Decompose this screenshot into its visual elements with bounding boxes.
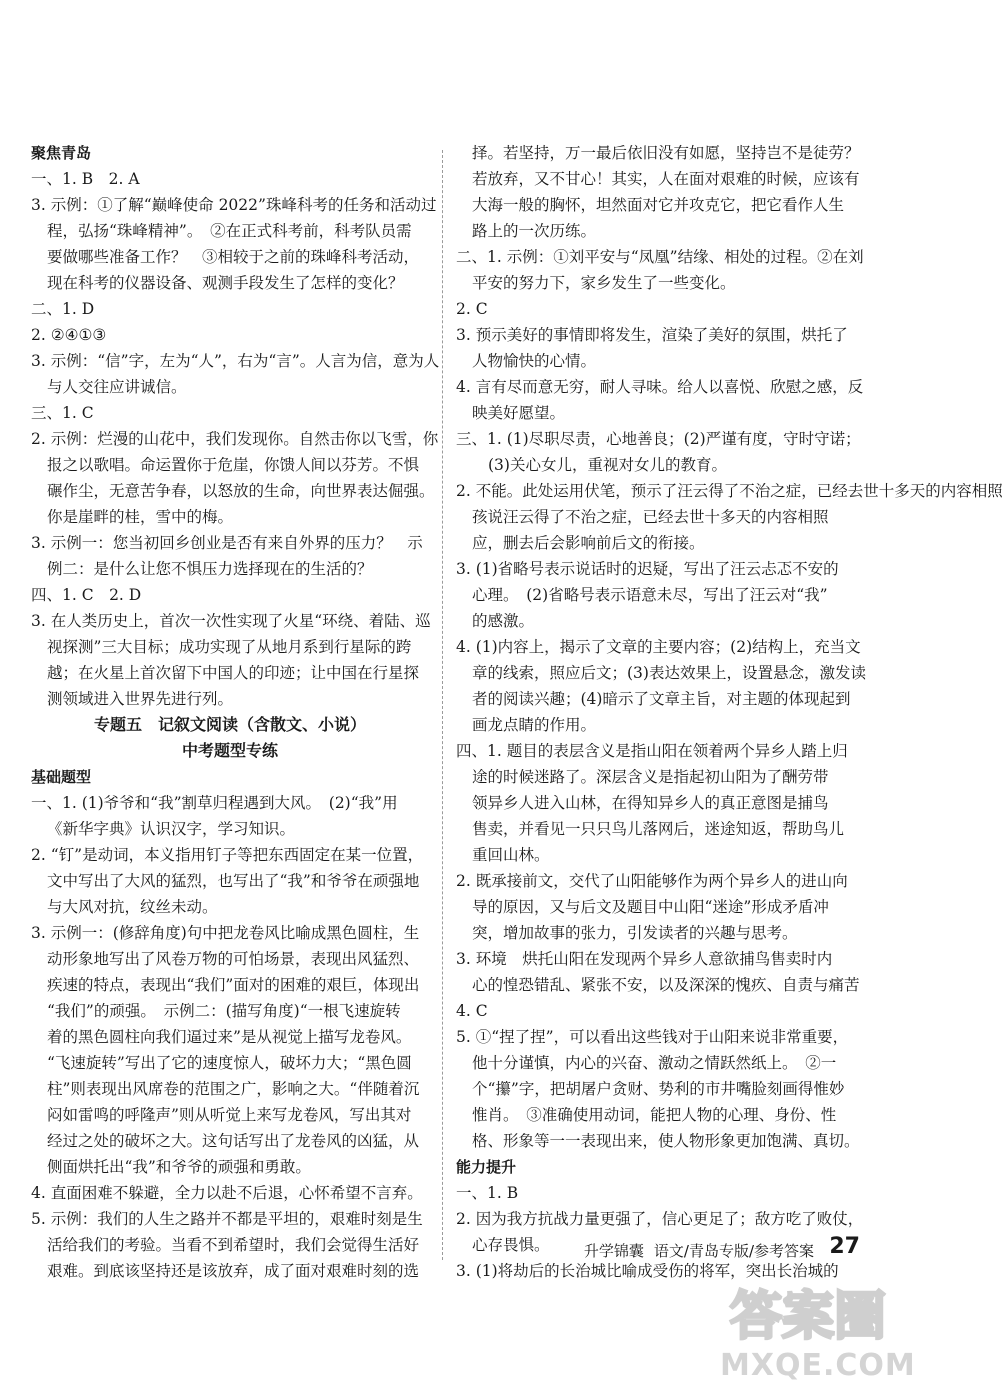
answer-line: 平安的努力下，家乡发生了一些变化。 [472, 274, 736, 292]
answer-line: 路上的一次历练。 [472, 222, 597, 240]
answer-line: 3. 预示美好的事情即将发生，渲染了美好的氛围，烘托了 [456, 326, 848, 344]
answer-line: 3. 示例：①了解“巅峰使命 2022”珠峰科考的任务和活动过 [31, 196, 437, 214]
answer-line: 你是崖畔的桂，雪中的梅。 [47, 508, 234, 526]
answer-line: 视探测”三大目标；成功实现了从地月系到行星际的跨 [47, 638, 412, 656]
answer-line: 2. 示例：烂漫的山花中，我们发现你。自然击你以飞雪，你 [31, 430, 439, 448]
answer-line: 4. (1)内容上，揭示了文章的主要内容；(2)结构上，充当文 [456, 638, 861, 656]
answer-line: 3. 在人类历史上，首次一次性实现了火星“环绕、着陆、巡 [31, 612, 431, 630]
answer-line: 四、1. C 2. D [31, 586, 142, 604]
answer-line: 2. 既承接前文，交代了山阳能够作为两个异乡人的进山向 [456, 872, 848, 890]
answer-line: 导的原因，又与后文及题目中山阳“迷途”形成矛盾冲 [472, 898, 829, 916]
answer-line: 3. (1)将劫后的长治城比喻成受伤的将军，突出长治城的 [456, 1262, 839, 1280]
answer-line: 四、1. 题目的表层含义是指山阳在领着两个异乡人踏上归 [456, 742, 848, 760]
answer-line: 例二：是什么让您不惧压力选择现在的生活的？ [47, 560, 373, 578]
answer-line: 艰难。到底该坚持还是该放弃，成了面对艰难时刻的选 [47, 1262, 420, 1280]
answer-line: 经过之处的破坏之大。这句话写出了龙卷风的凶猛，从 [47, 1132, 420, 1150]
answer-line: 疾速的特点，表现出“我们”面对的困难的艰巨，体现出 [47, 976, 420, 994]
answer-line: 碾作尘，无意苦争春，以怒放的生命，向世界表达倔强。 [47, 482, 435, 500]
answer-line: 与人交往应讲诚信。 [47, 378, 187, 396]
answer-line: 画龙点睛的作用。 [472, 716, 597, 734]
answer-line: 3. 环境 烘托山阳在发现两个异乡人意欲捕鸟售卖时内 [456, 950, 833, 968]
section-heading: 能力提升 [456, 1158, 517, 1176]
answer-line: 4. 言有尽而意无穷，耐人寻味。给人以喜悦、欣慰之感，反 [456, 378, 864, 396]
answer-line: 突，增加故事的张力，引发读者的兴趣与思考。 [472, 924, 798, 942]
answer-line: 动形象地写出了风卷万物的可怕场景，表现出风猛烈、 [47, 950, 420, 968]
answer-line: 文中写出了大风的猛烈，也写出了“我”和爷爷在顽强地 [47, 872, 420, 890]
footer-book: 语文/青岛专版/参考答案 [653, 1242, 814, 1260]
left-column [31, 140, 440, 1284]
answer-line: 格、形象等一一表现出来，使人物形象更加饱满、真切。 [472, 1132, 860, 1150]
answer-line: 2. “钉”是动词，本义指用钉子等把东西固定在某一位置， [31, 846, 424, 864]
answer-line: 个“攥”字，把胡屠户贪财、势利的市井嘴脸刻画得惟妙 [472, 1080, 845, 1098]
answer-line: 二、1. D [31, 300, 95, 318]
right-column [456, 140, 1003, 1284]
answer-line: 章的线索，照应后文；(3)表达效果上，设置悬念，激发读 [472, 664, 866, 682]
answer-line: 一、1. (1)爷爷和“我”割草归程遇到大风。 (2)“我”用 [31, 794, 398, 812]
answer-line: 活给我们的考验。当看不到希望时，我们会觉得生活好 [47, 1236, 420, 1254]
answer-line: 5. ①“捏了捏”，可以看出这些钱对于山阳来说非常重要， [456, 1028, 849, 1046]
answer-line: 三、1. C [31, 404, 94, 422]
watermark [720, 1272, 916, 1384]
answer-line: 侧面烘托出“我”和爷爷的顽强和勇敢。 [47, 1158, 311, 1176]
page-footer [0, 1232, 900, 1272]
answer-line: 途的时候迷路了。深层含义是指起初山阳为了酬劳带 [472, 768, 829, 786]
answer-line: 5. 示例：我们的人生之路并不都是平坦的，艰难时刻是生 [31, 1210, 423, 1228]
answer-line: 着的黑色圆柱向我们逼过来”是从视觉上描写龙卷风。 [47, 1028, 412, 1046]
answer-line: 与大风对抗，纹丝未动。 [47, 898, 218, 916]
answer-line: 柱”则表现出风席卷的范围之广，影响之大。“伴随着沉 [47, 1080, 420, 1098]
watermark-logo [720, 1272, 896, 1350]
answer-line: 惟肖。 ③准确使用动词，能把人物的心理、身份、性 [472, 1106, 837, 1124]
answer-line: 3. 示例：“信”字，左为“人”，右为“言”。人言为信，意为人 [31, 352, 440, 370]
answer-line: 孩说汪云得了不治之症，已经去世十多天的内容相照 [472, 508, 829, 526]
answer-line: 程，弘扬“珠峰精神”。 ②在正式科考前，科考队员需 [47, 222, 412, 240]
answer-line: “飞速旋转”写出了它的速度惊人，破坏力大；“黑色圆 [47, 1054, 412, 1072]
answer-line: 闷如雷鸣的呼隆声”则从听觉上来写龙卷风，写出其对 [47, 1106, 412, 1124]
answer-line: 三、1. (1)尽职尽责，心地善良；(2)严谨有度，守时守诺； [456, 430, 861, 448]
answer-line: 心存畏惧。 [472, 1236, 550, 1254]
answer-line: 人物愉快的心情。 [472, 352, 597, 370]
answer-line: 要做哪些准备工作？ ③相较于之前的珠峰科考活动， [47, 248, 420, 266]
topic-title: 中考题型专练 [181, 741, 278, 760]
answer-line: 大海一般的胸怀，坦然面对它并攻克它，把它看作人生 [472, 196, 845, 214]
answer-line: 2. ②④①③ [31, 326, 107, 344]
answer-line: 一、1. B 2. A [31, 170, 140, 188]
answer-line: 的感激。 [472, 612, 535, 630]
answer-line: 者的阅读兴趣；(4)暗示了文章主旨，对主题的体现起到 [472, 690, 851, 708]
answer-line: 3. 示例一：(修辞角度)句中把龙卷风比喻成黑色圆柱，生 [31, 924, 420, 942]
answer-line: 他十分谨慎，内心的兴奋、激动之情跃然纸上。 ②一 [472, 1054, 837, 1072]
answer-line: “我们”的顽强。 示例二：(描写角度)“一根飞速旋转 [47, 1002, 401, 1020]
answer-line: 2. C [456, 300, 488, 318]
answer-line: 测领域进入世界先进行列。 [47, 690, 234, 708]
answer-line: 领异乡人进入山林，在得知异乡人的真正意图是捕鸟 [472, 794, 829, 812]
topic-title: 专题五 记叙文阅读（含散文、小说） [93, 715, 366, 734]
answer-line: 4. 直面困难不躲避，全力以赴不后退，心怀希望不言弃。 [31, 1184, 423, 1202]
answer-line: 3. 示例一：您当初回乡创业是否有来自外界的压力？ 示 [31, 534, 423, 552]
answer-line: 2. 不能。此处运用伏笔，预示了汪云得了不治之症，已经去世十多天的内容相照 [456, 482, 1003, 500]
watermark-logo-text: 答案圈 [729, 1287, 887, 1347]
watermark-site: MXQE.COM [720, 1348, 916, 1383]
section-heading: 聚焦青岛 [31, 144, 92, 162]
answer-line: 《新华字典》认识汉字，学习知识。 [47, 820, 296, 838]
answer-line: 一、1. B [456, 1184, 519, 1202]
answer-line: 心的惶恐错乱、紧张不安，以及深深的愧疚、自责与痛苦 [472, 976, 860, 994]
answer-line: 报之以歌唱。命运置你于危崖，你馈人间以芬芳。不惧 [47, 456, 420, 474]
answer-line: 3. (1)省略号表示说话时的迟疑，写出了汪云忐忑不安的 [456, 560, 839, 578]
answer-line: 现在科考的仪器设备、观测手段发生了怎样的变化？ [47, 274, 404, 292]
page-number: 27 [829, 1234, 860, 1259]
answer-line: (3)关心女儿，重视对女儿的教育。 [488, 456, 727, 474]
answer-line: 择。若坚持，万一最后依旧没有如愿，坚持岂不是徒劳？ [472, 144, 860, 162]
footer-title [584, 1240, 814, 1261]
answer-line: 心理。 (2)省略号表示语意未尽，写出了汪云对“我” [472, 586, 828, 604]
footer-brand: 升学锦囊 [583, 1242, 644, 1260]
answer-line: 越；在火星上首次留下中国人的印迹；让中国在行星探 [47, 664, 420, 682]
answer-line: 若放弃，又不甘心！其实，人在面对艰难的时候，应该有 [472, 170, 860, 188]
answer-line: 2. 因为我方抗战力量更强了，信心更足了；敌方吃了败仗， [456, 1210, 864, 1228]
answer-line: 映美好愿望。 [472, 404, 566, 422]
answer-line: 重回山林。 [472, 846, 550, 864]
answer-line: 4. C [456, 1002, 488, 1020]
column-divider [442, 150, 443, 1260]
answer-line: 二、1. 示例：①刘平安与“凤凰”结缘、相处的过程。②在刘 [456, 248, 864, 266]
answer-line: 应，删去后会影响前后文的衔接。 [472, 534, 705, 552]
section-heading: 基础题型 [31, 768, 92, 786]
answer-line: 售卖，并看见一只只鸟儿落网后，迷途知返，帮助鸟儿 [472, 820, 845, 838]
